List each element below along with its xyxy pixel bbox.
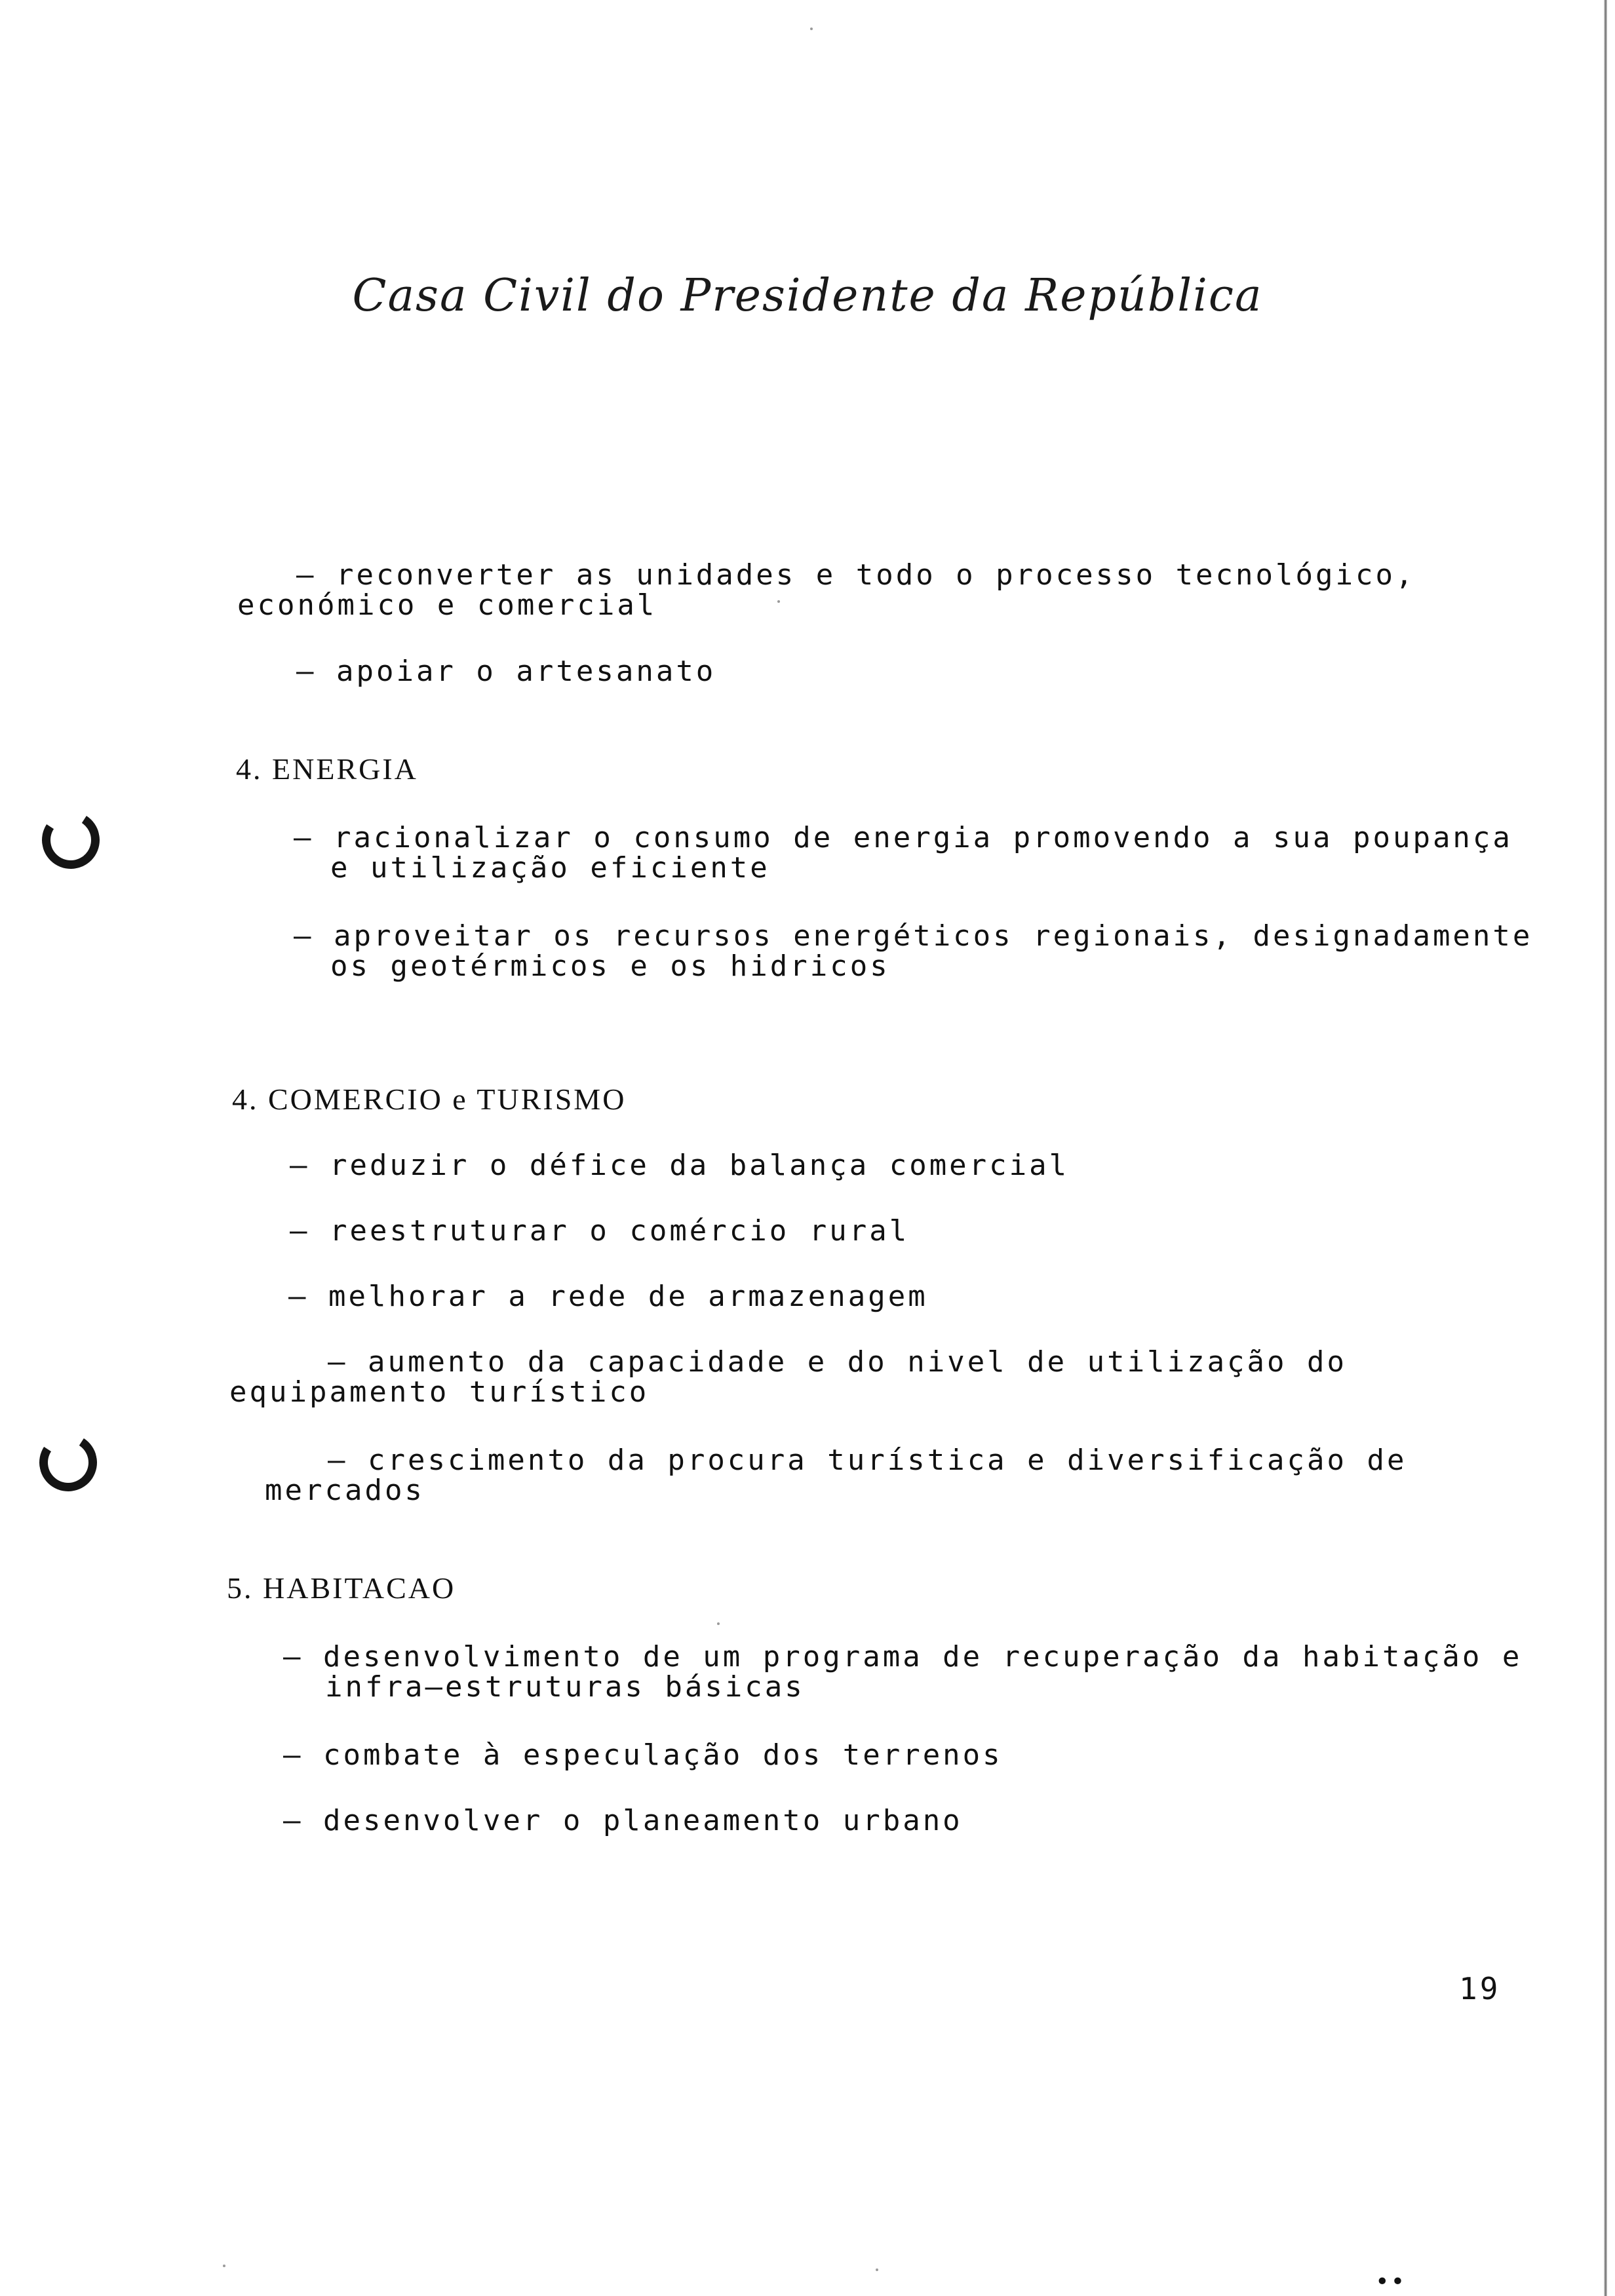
bullet-energia-1-line1: – racionalizar o consumo de energia promovendo a sua poupança bbox=[294, 821, 1513, 854]
bullet-reconverter-line2: económico e comercial bbox=[237, 588, 657, 622]
page-edge-shadow bbox=[1604, 0, 1607, 2296]
letterhead: Casa Civil do Presidente da República bbox=[352, 270, 1263, 322]
bullet-comercio-5-line2: mercados bbox=[265, 1474, 425, 1507]
bullet-habitacao-1-line2: infra–estruturas básicas bbox=[325, 1670, 805, 1704]
bullet-artesanato: – apoiar o artesanato bbox=[296, 655, 716, 688]
scan-speck bbox=[223, 2265, 225, 2267]
bullet-energia-1-line2: e utilização eficiente bbox=[330, 851, 770, 885]
bullet-comercio-3: – melhorar a rede de armazenagem bbox=[288, 1280, 928, 1313]
section-heading-habitacao: 5. HABITACAO bbox=[227, 1571, 456, 1605]
bullet-habitacao-1-line1: – desenvolvimento de um programa de recuperação da habitação e bbox=[283, 1640, 1523, 1674]
binder-hole-mark-top bbox=[37, 806, 105, 874]
bullet-comercio-4-line1: – aumento da capacidade e do nivel de utilização do bbox=[328, 1345, 1348, 1379]
binder-hole-mark-bottom bbox=[34, 1428, 102, 1497]
footer-mark: •• bbox=[1375, 2268, 1407, 2295]
bullet-comercio-2: – reestruturar o comércio rural bbox=[290, 1214, 910, 1248]
bullet-comercio-1: – reduzir o défice da balança comercial bbox=[290, 1149, 1070, 1182]
bullet-habitacao-2: – combate à especulação dos terrenos bbox=[283, 1738, 1003, 1772]
bullet-energia-2-line2: os geotérmicos e os hidricos bbox=[330, 949, 890, 983]
bullet-comercio-4-line2: equipamento turístico bbox=[229, 1375, 650, 1409]
scan-speck bbox=[717, 1622, 720, 1625]
bullet-habitacao-3: – desenvolver o planeamento urbano bbox=[283, 1804, 963, 1837]
bullet-reconverter-line1: – reconverter as unidades e todo o processo tecnológico, bbox=[296, 558, 1416, 592]
page-number: 19 bbox=[1459, 1971, 1501, 2006]
scan-speck bbox=[777, 600, 780, 603]
bullet-comercio-5-line1: – crescimento da procura turística e diversificação de bbox=[328, 1444, 1407, 1477]
section-heading-energia: 4. ENERGIA bbox=[236, 752, 418, 786]
scan-speck bbox=[810, 28, 813, 30]
bullet-energia-2-line1: – aproveitar os recursos energéticos regionais, designadamente bbox=[294, 919, 1533, 953]
section-heading-comercio: 4. COMERCIO e TURISMO bbox=[232, 1082, 627, 1116]
scan-speck bbox=[876, 2268, 878, 2271]
